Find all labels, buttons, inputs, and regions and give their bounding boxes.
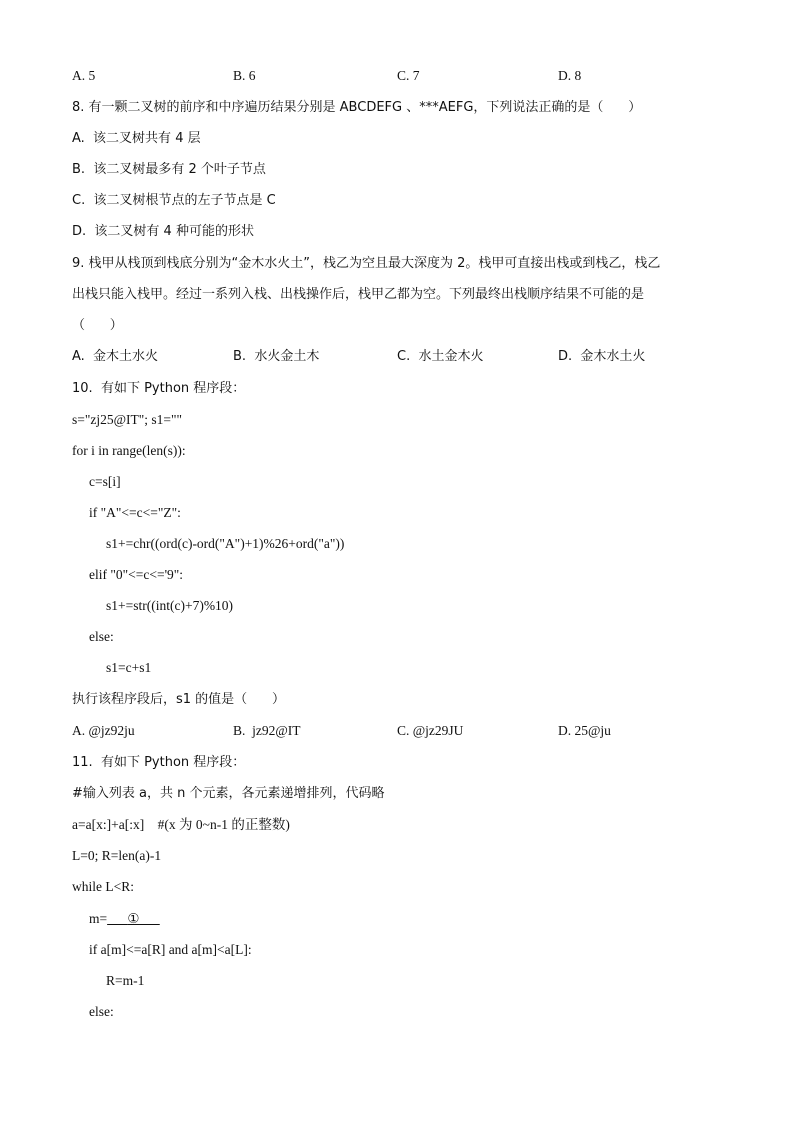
- code-line: for i in range(len(s)):: [72, 443, 186, 458]
- q9-stem-line-3: （ ）: [72, 318, 123, 333]
- blank-number: ①: [127, 911, 140, 926]
- code-line: if "A"<=c<="Z":: [89, 505, 181, 520]
- code-line: else:: [89, 629, 114, 644]
- code-line: elif "0"<=c<='9":: [89, 567, 184, 582]
- q10-question: 执行该程序段后，s1 的值是（ ）: [72, 692, 285, 707]
- q8-option-a: A. 该二叉树共有 4 层: [72, 131, 201, 146]
- code-line: L=0; R=len(a)-1: [72, 848, 162, 863]
- code-line: R=m-1: [106, 973, 145, 988]
- code-line: s1+=str((int(c)+7)%10): [106, 598, 234, 613]
- q9-option-c: C. 水土金木火: [397, 349, 484, 364]
- q8-stem: 8. 有一颗二叉树的前序和中序遍历结果分别是 ABCDEFG 、***AEFG，下列说法正确的是（ ）: [72, 100, 642, 115]
- code-line: while L<R:: [72, 879, 134, 894]
- fill-blank-1: [107, 911, 160, 926]
- q8-option-b: B. 该二叉树最多有 2 个叶子节点: [72, 162, 266, 177]
- code-line: s1+=chr((ord(c)-ord("A")+1)%26+ord("a")): [106, 536, 345, 551]
- q9-option-b: B. 水火金土木: [233, 349, 320, 364]
- q9-stem-line-1: 9. 栈甲从栈顶到栈底分别为“金木水火土”，栈乙为空且最大深度为 2。栈甲可直接出栈或到栈乙，栈乙: [72, 256, 661, 271]
- code-line: if a[m]<=a[R] and a[m]<a[L]:: [89, 942, 252, 957]
- q7-option-c: C. 7: [397, 68, 420, 83]
- q10-option-c: C. @jz29JU: [397, 723, 464, 738]
- q10-option-a: A. @jz92ju: [72, 723, 135, 738]
- code-line: s1=c+s1: [106, 660, 152, 675]
- q7-option-b: B. 6: [233, 68, 256, 83]
- code-comment: #输入列表 a，共 n 个元素，各元素递增排列，代码略: [72, 786, 385, 801]
- q9-option-d: D. 金木水土火: [558, 349, 646, 364]
- q9-stem-line-2: 出栈只能入栈甲。经过一系列入栈、出栈操作后，栈甲乙都为空。下列最终出栈顺序结果不可能的是: [72, 287, 645, 302]
- q10-intro: 10. 有如下 Python 程序段：: [72, 381, 246, 396]
- code-line-with-blank: [89, 910, 160, 928]
- q7-option-d: D. 8: [558, 68, 582, 83]
- q7-option-a: A. 5: [72, 68, 96, 83]
- code-line: c=s[i]: [89, 474, 121, 489]
- q11-intro: 11. 有如下 Python 程序段：: [72, 755, 246, 770]
- code-line: a=a[x:]+a[:x] #(x 为 0~n-1 的正整数): [72, 817, 290, 832]
- q10-option-b: B. jz92@IT: [233, 723, 301, 738]
- code-line: else:: [89, 1004, 114, 1019]
- code-line: s="zj25@IT"; s1="": [72, 412, 183, 427]
- q8-option-c: C. 该二叉树根节点的左子节点是 C: [72, 193, 276, 208]
- q8-option-d: D. 该二叉树有 4 种可能的形状: [72, 224, 254, 239]
- q9-option-a: A. 金木土水火: [72, 349, 159, 364]
- q10-option-d: D. 25@ju: [558, 723, 611, 738]
- code-text: m=: [89, 911, 108, 926]
